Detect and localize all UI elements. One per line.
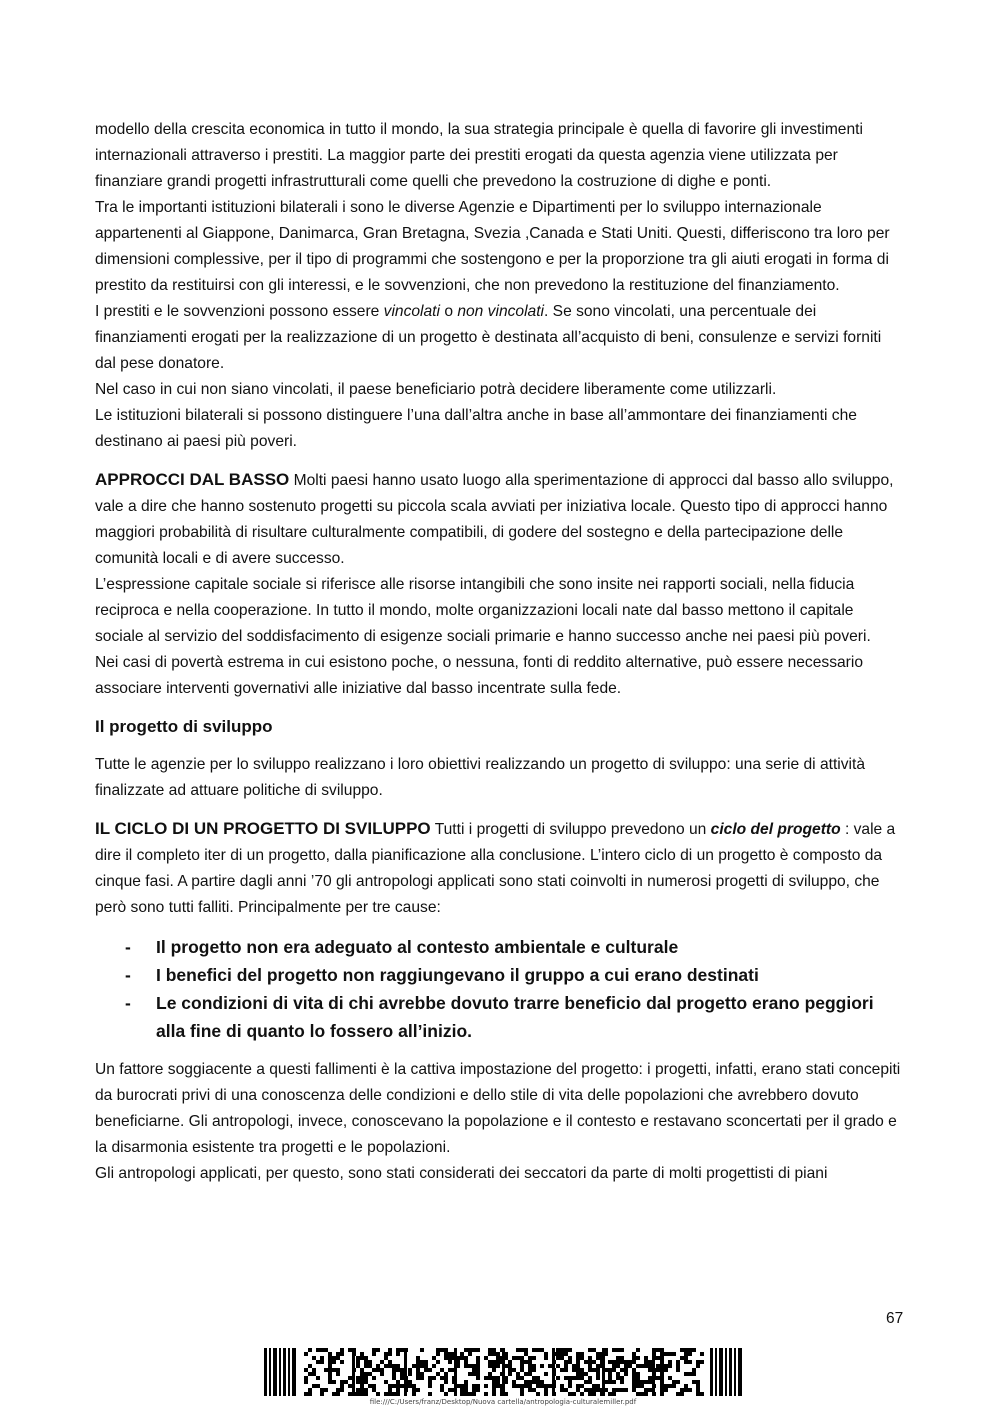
text-run: I prestiti e le sovvenzioni possono essere [95, 303, 384, 320]
bullet-dash: - [125, 965, 131, 985]
emphasis-term: ciclo del progetto [710, 821, 841, 838]
text-run: o [439, 303, 458, 320]
paragraph-vincolati [95, 299, 903, 377]
paragraph-approcci [95, 467, 903, 572]
text-run: Tutti i progetti di sviluppo prevedono un [430, 821, 711, 838]
paragraph: Nei casi di povertà estrema in cui esistono poche, o nessuna, fonti di reddito alternative, può essere necessario associare interventi governativi alle iniziative dal basso incentrate sulla fede. [95, 654, 863, 697]
barcode-image [264, 1348, 742, 1396]
paragraph: Un fattore soggiacente a questi fallimenti è la cattiva impostazione del progetto: i progetti, infatti, erano stati concepiti da burocrati privi di una conoscenza delle condizioni e dello stile di vita delle popolazioni che avrebbero dovuto beneficiarne. Gli antropologi, invece, conoscevano la popolazione e il contesto e restavano sconcertati per il grado e la disarmonia esistente tra progetti e le popolazioni. [95, 1061, 901, 1156]
spacer [95, 1045, 903, 1057]
paragraph: modello della crescita economica in tutto il mondo, la sua strategia principale è quella di favorire gli investimenti internazionali attraverso i prestiti. La maggior parte dei prestiti erogati da questa agenzia viene utilizzata per finanziare grandi progetti infrastrutturali come quelli che prevedono la costruzione di dighe e ponti. [95, 121, 863, 190]
spacer [95, 740, 903, 752]
file-path-footer: file:///C:/Users/franz/Desktop/Nuova cartella/antropologia-culturalemiller.pdf [369, 1398, 637, 1406]
paragraph: Nel caso in cui non siano vincolati, il paese beneficiario potrà decidere liberamente come utilizzarli. [95, 381, 777, 398]
text-run: Molti paesi hanno usato luogo alla sperimentazione di approcci dal basso allo sviluppo, vale a dire che hanno sostenuto progetti su piccola scala avviati per iniziativa locale. Questo tipo di approcci hanno maggiori probabilità di risultare culturalmente compatibili, di godere del sostegno e della partecipazione delle comunità locali e di avere successo. [95, 472, 894, 567]
spacer [95, 804, 903, 816]
text-run: : vale a dire il completo iter di un progetto, dalla pianificazione alla conclusione. L’intero ciclo di un progetto è composto da cinque fasi. A partire dagli anni ’70 gli antropologi applicati sono stati coinvolti in numerosi progetti di sviluppo, che però sono tutti falliti. Principalmente per tre cause: [95, 821, 896, 916]
paragraph-ciclo [95, 816, 903, 921]
section-heading-progetto: Il progetto di sviluppo [95, 717, 273, 736]
list-item-text: Le condizioni di vita di chi avrebbe dovuto trarre beneficio dal progetto erano peggiori alla fine di quanto lo fossero all’inizio. [156, 993, 874, 1041]
spacer [95, 455, 903, 467]
text-run: . Se sono vincolati, una percentuale dei finanziamenti erogati per la realizzazione di un progetto è destinata all’acquisto di beni, consulenze e servizi forniti dal pese donatore. [95, 303, 882, 372]
page-number: 67 [886, 1310, 904, 1327]
spacer [95, 702, 903, 714]
list-item-text: I benefici del progetto non raggiungevano il gruppo a cui erano destinati [156, 965, 759, 985]
paragraph: Tutte le agenzie per lo sviluppo realizzano i loro obiettivi realizzando un progetto di sviluppo: una serie di attività finalizzate ad attuare politiche di sviluppo. [95, 756, 866, 799]
list-item-text: Il progetto non era adeguato al contesto ambientale e culturale [156, 937, 679, 957]
document-body [95, 117, 903, 1187]
list-item [125, 933, 903, 961]
paragraph: Le istituzioni bilaterali si possono distinguere l’una dall’altra anche in base all’ammontare dei finanziamenti che destinano ai paesi più poveri. [95, 407, 857, 450]
list-item [125, 989, 903, 1045]
paragraph: Gli antropologi applicati, per questo, sono stati considerati dei seccatori da parte di molti progettisti di piani [95, 1165, 828, 1182]
bullet-list [95, 933, 903, 1045]
paragraph: L’espressione capitale sociale si riferisce alle risorse intangibili che sono insite nei rapporti sociali, nella fiducia reciproca e nella cooperazione. In tutto il mondo, molte organizzazioni locali nate dal basso mettono il capitale sociale al servizio del soddisfacimento di esigenze sociali primarie e hanno successo anche nei paesi più poveri. [95, 576, 871, 645]
section-heading-approcci: APPROCCI DAL BASSO [95, 470, 290, 489]
paragraph: Tra le importanti istituzioni bilaterali i sono le diverse Agenzie e Dipartimenti per lo sviluppo internazionale appartenenti al Giappone, Danimarca, Gran Bretagna, Svezia ,Canada e Stati Uniti. Questi, differiscono tra loro per dimensioni complessive, per il tipo di programmi che sostengono e per la proporzione tra gli aiuti erogati in forma di prestito da restituirsi con gli interessi, e le sovvenzioni, che non prevedono la restituzione del finanziamento. [95, 199, 890, 294]
italic-term: non vincolati [457, 303, 545, 320]
bullet-dash: - [125, 937, 131, 957]
spacer [95, 921, 903, 933]
bullet-dash: - [125, 993, 131, 1013]
list-item [125, 961, 903, 989]
italic-term: vincolati [383, 303, 440, 320]
section-heading-ciclo: IL CICLO DI UN PROGETTO DI SVILUPPO [95, 819, 431, 838]
